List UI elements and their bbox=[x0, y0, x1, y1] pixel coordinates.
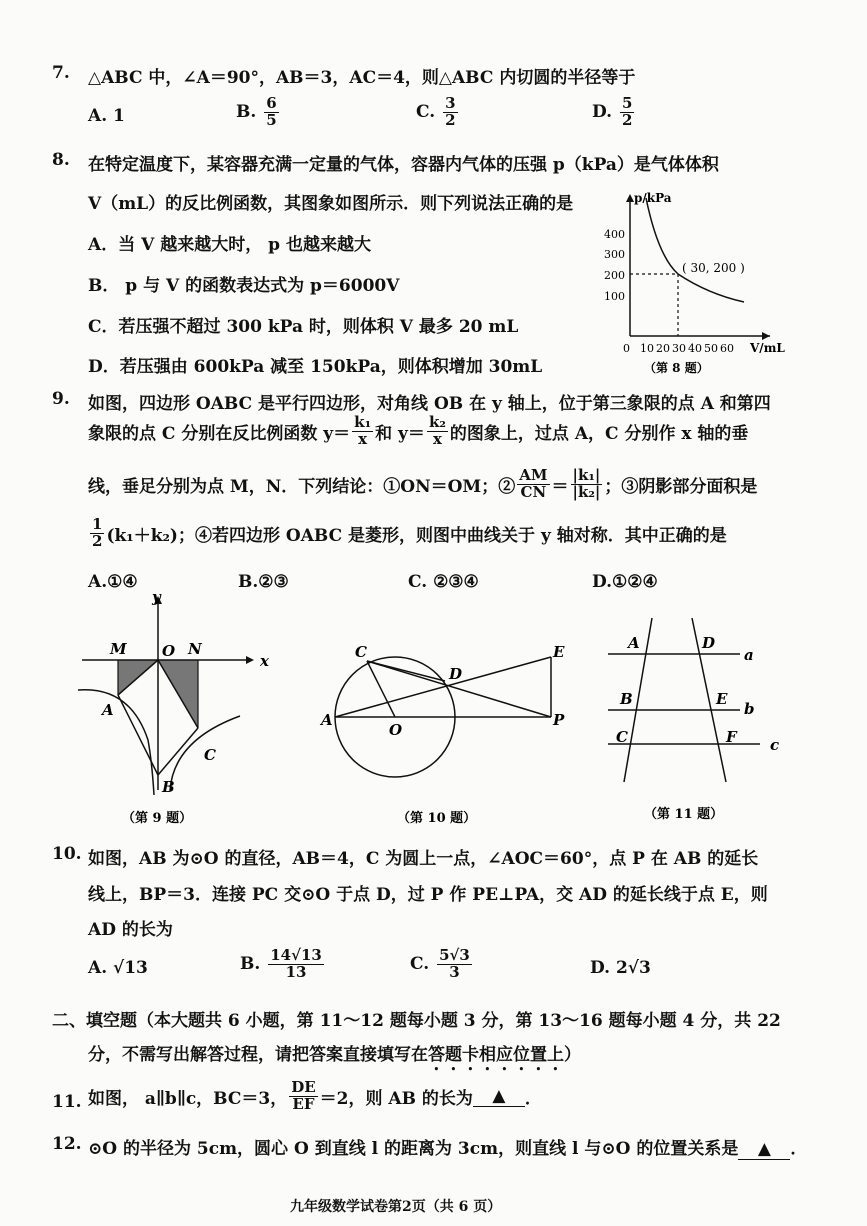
q8-number: 8. bbox=[52, 150, 70, 170]
fig8-xtick: 20 bbox=[656, 342, 670, 355]
svg-text:c: c bbox=[770, 736, 780, 754]
q12-number: 12. bbox=[52, 1134, 82, 1154]
q8-option-d: D．若压强由 600kPa 减至 150kPa，则体积增加 30mL bbox=[88, 357, 543, 377]
q12-answer-blank: ▲ bbox=[738, 1139, 790, 1160]
q9-option-c: C. ②③④ bbox=[408, 572, 479, 592]
q11-number: 11. bbox=[52, 1092, 82, 1112]
svg-text:b: b bbox=[744, 700, 755, 718]
fig8-xlabel: V/mL bbox=[750, 341, 785, 355]
fig8-curve bbox=[646, 198, 744, 302]
q11-answer-blank: ▲ bbox=[473, 1086, 525, 1107]
fig8-xtick: 10 bbox=[640, 342, 654, 355]
svg-text:B: B bbox=[620, 690, 633, 708]
fig10-caption: （第 10 题） bbox=[397, 811, 477, 826]
q12-text: ⊙O 的半径为 5cm，圆心 O 到直线 l 的距离为 3cm，则直线 l 与⊙O 的位置关系是 ▲ ． bbox=[88, 1139, 808, 1159]
q9-line2: 象限的点 C 分别在反比例函数 y＝ $\frac{\text{k₁}}{x}$ 和 y＝ $\frac{\text{k₂}}{x}$ 的图象上，过点 A，C 分别作 x 轴的垂 bbox=[88, 413, 749, 448]
q9-line1: 如图，四边形 OABC 是平行四边形，对角线 OB 在 y 轴上，位于第三象限的点 A 和第四 bbox=[88, 394, 771, 414]
fig8-caption: （第 8 题） bbox=[644, 361, 709, 375]
fig8-xtick: 50 bbox=[704, 342, 718, 355]
figure-9 bbox=[70, 590, 290, 830]
q8-line2: V（mL）的反比例函数，其图象如图所示．则下列说法正确的是 bbox=[88, 194, 574, 214]
svg-text:E: E bbox=[553, 643, 565, 661]
fig8-xtick: 60 bbox=[720, 342, 734, 355]
svg-text:M: M bbox=[110, 640, 127, 658]
q7-option-d: D. $\frac{5}{2}$ bbox=[592, 94, 633, 129]
fig9-caption: （第 9 题） bbox=[122, 811, 193, 826]
q10-option-d: D. 2√3 bbox=[590, 958, 651, 978]
q10-option-a: A. √13 bbox=[88, 958, 148, 978]
figure-10 bbox=[315, 635, 585, 835]
q9-line4: $\frac{1}{2}$ (k₁＋k₂)；④若四边形 OABC 是菱形，则图中曲线关于 y 轴对称．其中正确的是 bbox=[92, 515, 727, 550]
svg-text:N: N bbox=[188, 640, 202, 658]
svg-text:A: A bbox=[628, 634, 640, 652]
q11-text: 如图， a∥b∥c，BC＝3， $\frac{DE}{EF}$ ＝2，则 AB 的长为 ▲ ． bbox=[88, 1078, 542, 1113]
fig8-ytick: 300 bbox=[604, 248, 625, 261]
fig8-point-label: ( 30, 200 ) bbox=[682, 261, 745, 275]
q8-option-a: A．当 V 越来越大时， p 也越来越大 bbox=[88, 235, 371, 255]
svg-text:y: y bbox=[152, 590, 161, 606]
svg-text:F: F bbox=[726, 728, 737, 746]
svg-text:a: a bbox=[744, 646, 754, 664]
figure-8-graph bbox=[598, 186, 788, 376]
fig8-xtick: 40 bbox=[688, 342, 702, 355]
svg-text:P: P bbox=[553, 711, 565, 729]
svg-text:C: C bbox=[204, 746, 216, 764]
fig11-caption: （第 11 题） bbox=[644, 807, 724, 822]
fig8-ytick: 100 bbox=[604, 290, 625, 303]
svg-text:A: A bbox=[321, 711, 333, 729]
q10-line3: AD 的长为 bbox=[88, 920, 173, 940]
q10-option-b: B. $\frac{14√13}{13}$ bbox=[240, 946, 322, 981]
svg-text:x: x bbox=[260, 652, 269, 670]
svg-text:D: D bbox=[449, 665, 463, 683]
q9-line3: 线，垂足分别为点 M，N．下列结论：①ON＝OM；② $\frac{AM}{CN}$ ＝ $\frac{\text{|k₁|}}{\text{|k₂|}}$ ；③阴影部分面积是 bbox=[88, 466, 758, 501]
fig8-ytick: 200 bbox=[604, 269, 625, 282]
fig8-xtick: 0 bbox=[623, 342, 630, 355]
svg-text:E: E bbox=[716, 690, 728, 708]
q10-option-c: C. $\frac{5√3}{3}$ bbox=[410, 946, 470, 981]
figure-11 bbox=[600, 610, 800, 830]
fig8-ytick: 400 bbox=[604, 228, 625, 241]
q7-stem: △ABC 中，∠A＝90°，AB＝3，AC＝4，则△ABC 内切圆的半径等于 bbox=[88, 68, 636, 88]
q10-line2: 线上，BP＝3．连接 PC 交⊙O 于点 D，过 P 作 PE⊥PA，交 AD 的延长线于点 E，则 bbox=[88, 885, 768, 905]
fig8-xtick: 30 bbox=[672, 342, 686, 355]
q7-option-b: B. $\frac{6}{5}$ bbox=[236, 94, 277, 129]
q9-option-b: B.②③ bbox=[238, 572, 289, 592]
q8-option-b: B． p 与 V 的函数表达式为 p＝6000V bbox=[88, 276, 400, 296]
svg-text:C: C bbox=[355, 643, 367, 661]
q9-number: 9. bbox=[52, 389, 70, 409]
q8-line1: 在特定温度下，某容器充满一定量的气体，容器内气体的压强 p（kPa）是气体体积 bbox=[88, 155, 719, 175]
fig8-ylabel: p/kPa bbox=[634, 191, 672, 205]
q10-line1: 如图，AB 为⊙O 的直径，AB＝4，C 为圆上一点，∠AOC＝60°，点 P 在 AB 的延长 bbox=[88, 849, 759, 869]
page-footer: 九年级数学试卷第2页（共 6 页） bbox=[290, 1199, 502, 1215]
q7-option-c: C. $\frac{3}{2}$ bbox=[416, 94, 456, 129]
svg-text:O: O bbox=[162, 642, 176, 660]
svg-text:O: O bbox=[389, 721, 403, 739]
q7-number: 7. bbox=[52, 63, 70, 83]
svg-text:C: C bbox=[616, 728, 628, 746]
q9-option-d: D.①②④ bbox=[592, 572, 658, 592]
q10-number: 10. bbox=[52, 844, 82, 864]
q8-option-c: C．若压强不超过 300 kPa 时，则体积 V 最多 20 mL bbox=[88, 317, 519, 337]
section2-instructions: 分，不需写出解答过程，请把答案直接填写在答题卡相应位置上） bbox=[88, 1045, 581, 1065]
q7-option-a: A. 1 bbox=[88, 106, 125, 126]
svg-text:A: A bbox=[102, 701, 114, 719]
section2-header: 二、填空题（本大题共 6 小题，第 11～12 题每小题 3 分，第 13～16 题每小题 4 分，共 22 bbox=[52, 1011, 781, 1031]
q9-option-a: A.①④ bbox=[88, 572, 138, 592]
svg-text:B: B bbox=[162, 778, 175, 796]
svg-text:D: D bbox=[702, 634, 716, 652]
